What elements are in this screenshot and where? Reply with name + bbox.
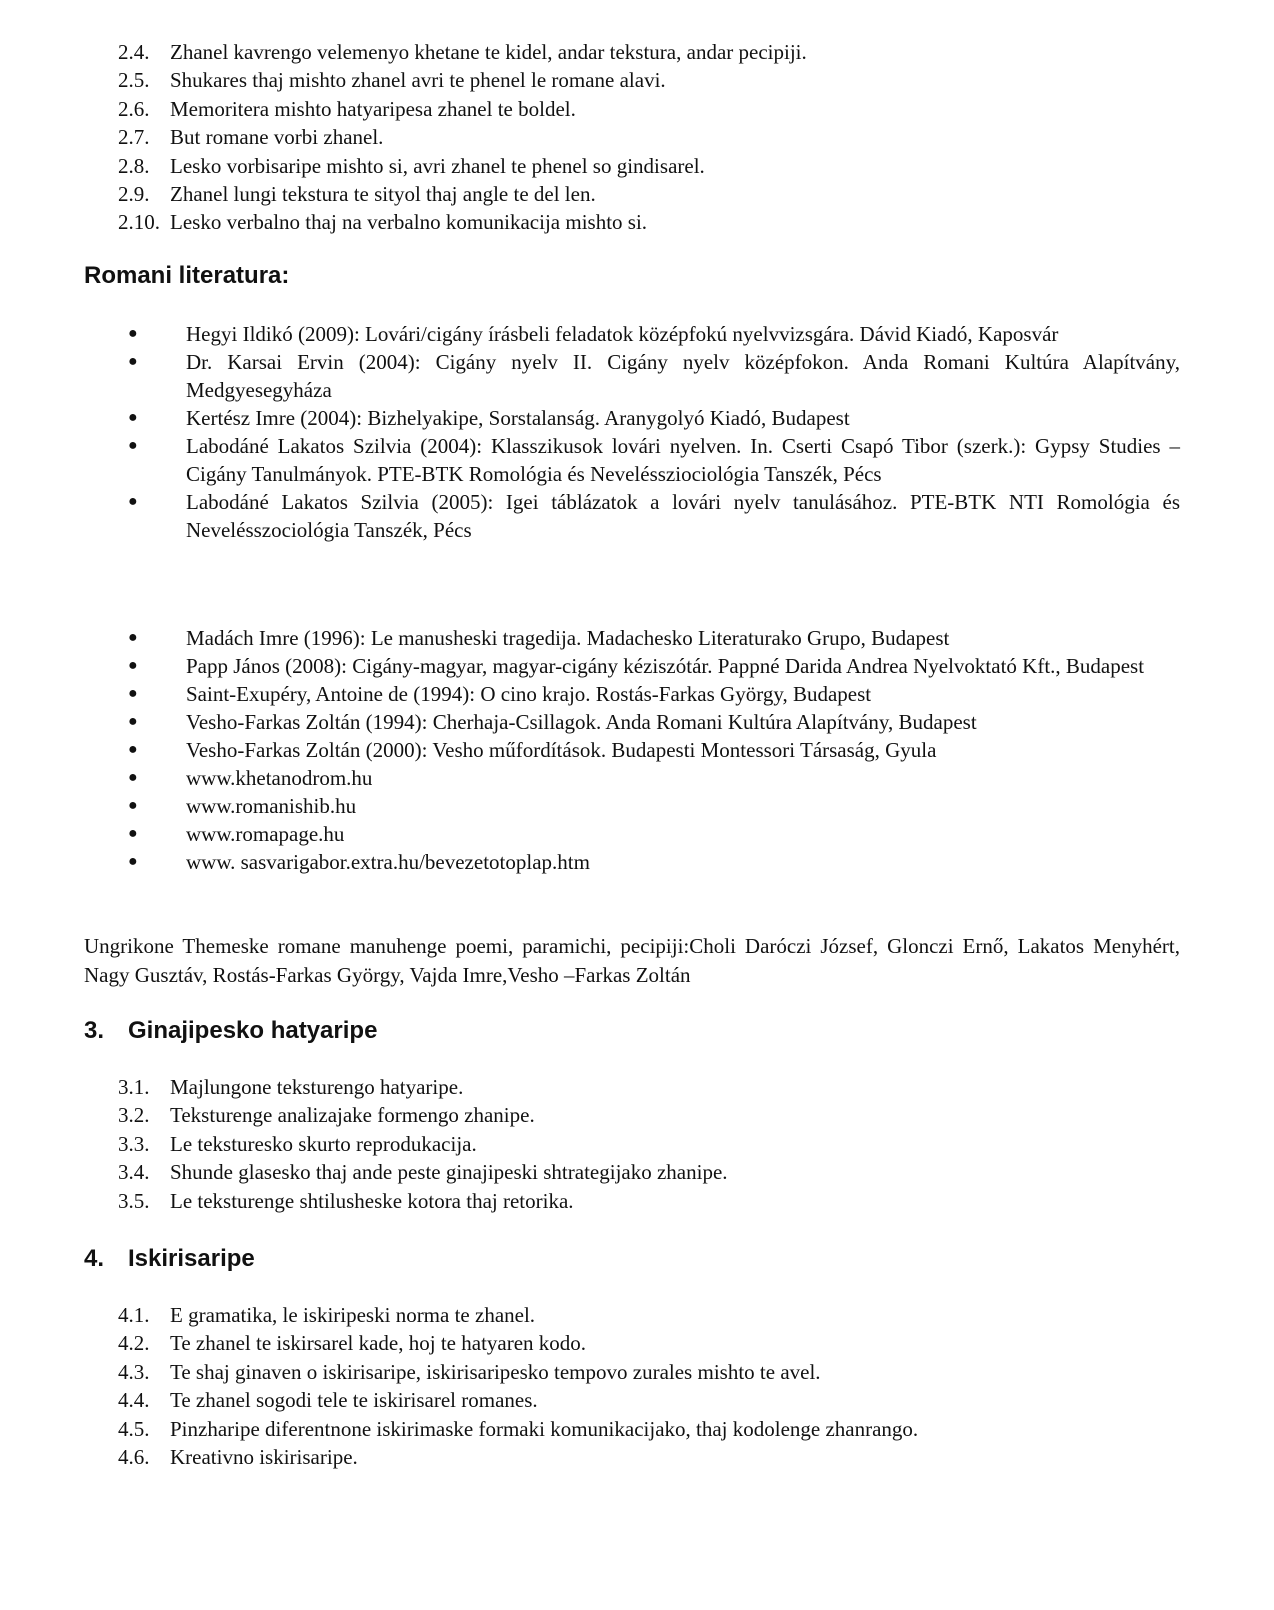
bullet-icon: ●: [128, 853, 138, 870]
literature-item: [128, 736, 1180, 764]
literature-item: [128, 680, 1180, 708]
bullet-icon: ●: [128, 353, 138, 370]
literature-item: [128, 820, 1180, 848]
list-item: [118, 1187, 728, 1215]
literature-list-1: [128, 320, 1180, 544]
item-text: Te zhanel te iskirsarel kade, hoj te hatyaren kodo.: [170, 1331, 587, 1356]
item-number: 2.6.: [118, 96, 150, 121]
item-text: But romane vorbi zhanel.: [170, 125, 384, 150]
list-item: [118, 1443, 918, 1471]
literature-item: [128, 652, 1180, 680]
item-number: 4.3.: [118, 1359, 150, 1384]
item-text: Shunde glasesko thaj ande peste ginajipeski shtrategijako zhanipe.: [170, 1160, 728, 1185]
list-item: [118, 38, 807, 66]
literature-item: [128, 708, 1180, 736]
item-number: 4.6.: [118, 1445, 150, 1470]
item-text: Le teksturesko skurto reprodukacija.: [170, 1131, 477, 1156]
bullet-icon: ●: [128, 713, 138, 730]
list-item: [118, 1329, 918, 1357]
literature-link-text: www.khetanodrom.hu: [186, 766, 373, 790]
literature-item-text: Kertész Imre (2004): Bizhelyakipe, Sorstalanság. Aranygolyó Kiadó, Budapest: [186, 406, 850, 430]
item-text: Le teksturenge shtilusheske kotora thaj retorika.: [170, 1188, 574, 1213]
item-text: Shukares thaj mishto zhanel avri te phenel le romane alavi.: [170, 68, 666, 93]
item-number: 4.4.: [118, 1388, 150, 1413]
list-item: [118, 66, 807, 94]
item-number: 3.3.: [118, 1131, 150, 1156]
item-text: Memoritera mishto hatyaripesa zhanel te boldel.: [170, 96, 576, 121]
literature-heading: [84, 262, 289, 290]
item-number: 2.4.: [118, 40, 150, 64]
literature-item-text: Labodáné Lakatos Szilvia (2004): Klasszikusok lovári nyelven. In. Cserti Csapó Tibor (szerk.): Gypsy Studies – Cigány Tanulmányok. PTE-BTK Romológia és Neveléssziociológia Tanszék, Pécs: [186, 434, 1180, 486]
item-number: 4.5.: [118, 1416, 150, 1441]
item-text: Pinzharipe diferentnone iskirimaske formaki komunikacijako, thaj kodolenge zhanrango.: [170, 1416, 919, 1441]
bullet-icon: ●: [128, 825, 138, 842]
section-2-list: [118, 38, 807, 237]
list-item: [118, 1130, 728, 1158]
section-4-heading: [84, 1245, 255, 1273]
item-text: Kreativno iskirisaripe.: [170, 1445, 358, 1470]
bullet-icon: ●: [128, 797, 138, 814]
item-number: 2.7.: [118, 125, 150, 150]
item-text: Te shaj ginaven o iskirisaripe, iskirisaripesko tempovo zurales mishto te avel.: [170, 1359, 821, 1384]
literature-heading-text: Romani literatura:: [84, 262, 290, 289]
literature-item-text: Papp János (2008): Cigány-magyar, magyar-cigány kéziszótár. Pappné Darida Andrea Nyelvoktató Kft., Budapest: [186, 654, 1145, 678]
literature-item-text: Dr. Karsai Ervin (2004): Cigány nyelv II. Cigány nyelv középfokon. Anda Romani Kultúra Alapítvány, Medgyesegyháza: [186, 350, 1180, 402]
list-item: [118, 152, 807, 180]
authors-paragraph-text: Ungrikone Themeske romane manuhenge poemi, paramichi, pecipiji:Choli Daróczi József, Glonczi Ernő, Lakatos Menyhért, Nagy Gusztáv, Rostás-Farkas György, Vajda Imre,Vesho –Farkas Zoltán: [84, 934, 1180, 987]
list-item: [118, 1073, 728, 1101]
section-title: Ginajipesko hatyaripe: [128, 1017, 378, 1044]
literature-item: [128, 320, 1180, 348]
item-number: 4.2.: [118, 1331, 150, 1356]
item-text: Zhanel kavrengo velemenyo khetane te kidel, andar tekstura, andar pecipiji.: [170, 40, 807, 64]
item-number: 3.4.: [118, 1160, 150, 1185]
literature-item: [128, 348, 1180, 404]
item-number: 3.5.: [118, 1188, 150, 1213]
item-number: 2.10.: [118, 210, 160, 235]
section-4-list: [118, 1301, 918, 1471]
list-item: [118, 208, 807, 236]
list-item: [118, 1158, 728, 1186]
item-number: 3.1.: [118, 1075, 150, 1099]
section-3-heading: [84, 1017, 377, 1045]
literature-list-2: [128, 624, 1180, 876]
literature-link-text: www. sasvarigabor.extra.hu/bevezetotoplap.htm: [186, 850, 590, 874]
bullet-icon: ●: [128, 629, 138, 646]
literature-item: [128, 488, 1180, 544]
list-item: [118, 180, 807, 208]
literature-item-text: Vesho-Farkas Zoltán (1994): Cherhaja-Csillagok. Anda Romani Kultúra Alapítvány, Budapest: [186, 710, 977, 734]
item-text: Majlungone teksturengo hatyaripe.: [170, 1075, 464, 1099]
item-number: 2.9.: [118, 182, 150, 207]
literature-item: [128, 848, 1180, 876]
list-item: [118, 123, 807, 151]
bullet-icon: ●: [128, 493, 138, 510]
literature-item-text: Saint-Exupéry, Antoine de (1994): O cino krajo. Rostás-Farkas György, Budapest: [186, 682, 872, 706]
item-number: 2.5.: [118, 68, 150, 93]
list-item: [118, 1101, 728, 1129]
bullet-icon: ●: [128, 741, 138, 758]
list-item: [118, 1301, 918, 1329]
item-number: 2.8.: [118, 153, 150, 178]
bullet-icon: ●: [128, 437, 138, 454]
list-item: [118, 1415, 918, 1443]
bullet-icon: ●: [128, 685, 138, 702]
literature-item: [128, 432, 1180, 488]
bullet-icon: ●: [128, 325, 138, 342]
bullet-icon: ●: [128, 657, 138, 674]
bullet-icon: ●: [128, 769, 138, 786]
list-item: [118, 1358, 918, 1386]
literature-link-text: www.romanishib.hu: [186, 794, 357, 818]
literature-item-text: Hegyi Ildikó (2009): Lovári/cigány írásbeli feladatok középfokú nyelvvizsgára. Dávid Kiadó, Kaposvár: [186, 322, 1059, 346]
section-3-list: [118, 1073, 728, 1215]
item-text: Te zhanel sogodi tele te iskirisarel romanes.: [170, 1388, 538, 1413]
literature-item-text: Vesho-Farkas Zoltán (2000): Vesho műfordítások. Budapesti Montessori Társaság, Gyula: [186, 738, 937, 762]
literature-item-text: Madách Imre (1996): Le manusheski tragedija. Madachesko Literaturako Grupo, Budapest: [186, 626, 950, 650]
item-text: Zhanel lungi tekstura te sityol thaj angle te del len.: [170, 182, 596, 207]
bullet-icon: ●: [128, 409, 138, 426]
section-title: Iskirisaripe: [128, 1245, 255, 1272]
authors-paragraph: [84, 932, 1180, 989]
literature-item: [128, 404, 1180, 432]
section-number: 3.: [84, 1017, 105, 1044]
item-text: E gramatika, le iskiripeski norma te zhanel.: [170, 1303, 536, 1327]
literature-item: [128, 624, 1180, 652]
item-text: Lesko verbalno thaj na verbalno komunikacija mishto si.: [170, 210, 648, 235]
list-item: [118, 95, 807, 123]
item-number: 4.1.: [118, 1303, 150, 1327]
item-text: Teksturenge analizajake formengo zhanipe.: [170, 1103, 535, 1128]
literature-link-text: www.romapage.hu: [186, 822, 345, 846]
section-number: 4.: [84, 1245, 105, 1272]
literature-item-text: Labodáné Lakatos Szilvia (2005): Igei táblázatok a lovári nyelv tanulásához. PTE-BTK NTI Romológia és Nevelésszociológia Tanszék, Pécs: [186, 490, 1180, 542]
list-item: [118, 1386, 918, 1414]
literature-item: [128, 764, 1180, 792]
item-text: Lesko vorbisaripe mishto si, avri zhanel te phenel so gindisarel.: [170, 153, 705, 178]
item-number: 3.2.: [118, 1103, 150, 1128]
literature-item: [128, 792, 1180, 820]
